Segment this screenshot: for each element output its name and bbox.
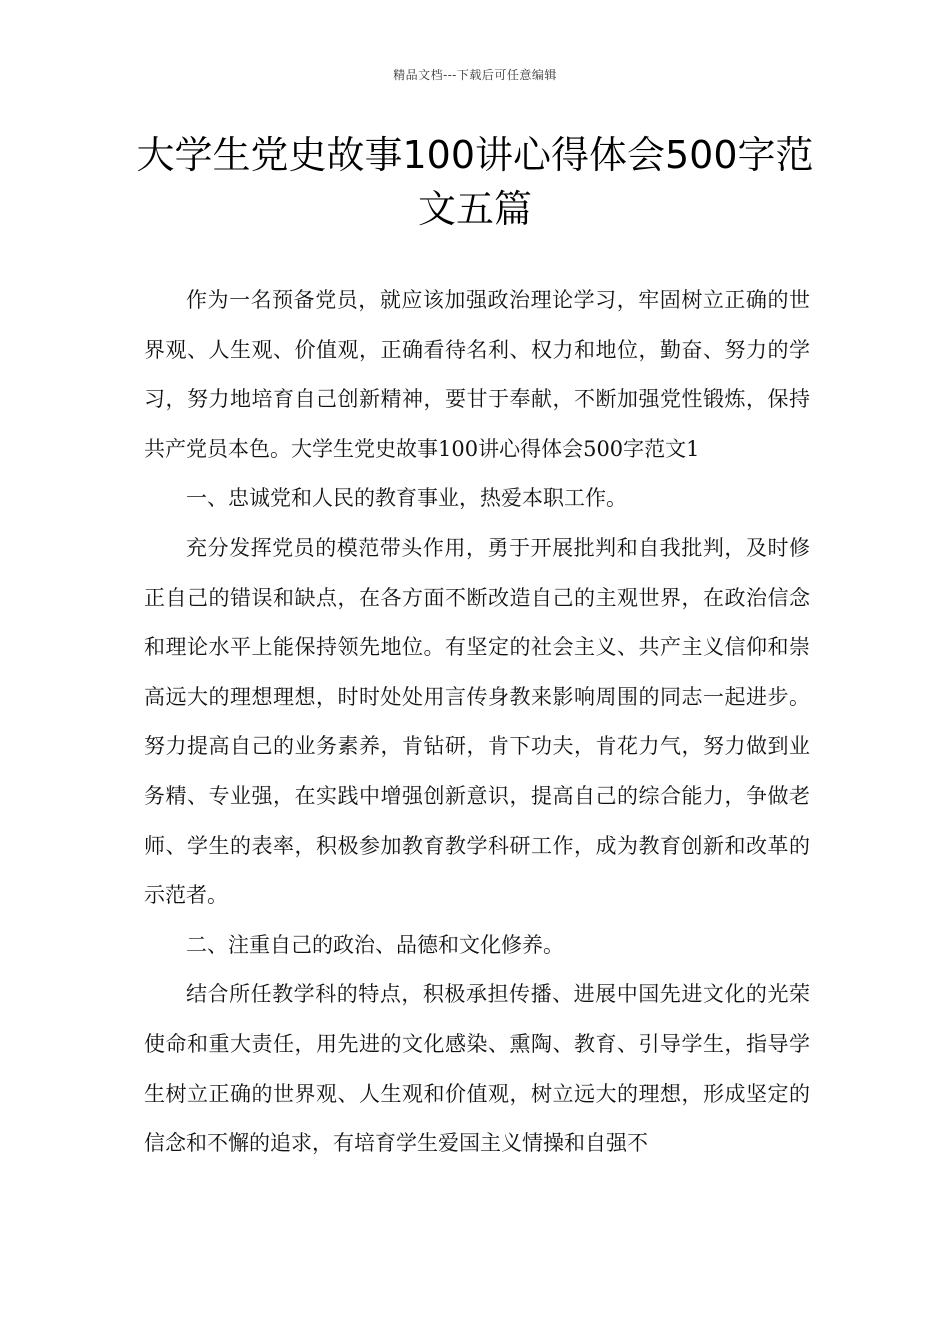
paragraph-intro: 作为一名预备党员，就应该加强政治理论学习，牢固树立正确的世界观、人生观、价值观，正确看待名利、权力和地位，勤奋、努力的学习，努力地培育自己创新精神，要甘于奉献，不断加强党性锻炼，保持共产党员本色。大学生党史故事100讲心得体会500字范文1 bbox=[144, 288, 810, 461]
section-heading-2: 二、注重自己的政治、品德和文化修养。 bbox=[186, 932, 564, 957]
document-body bbox=[144, 276, 810, 1169]
document-title: 大学生党史故事100讲心得体会500字范文五篇 bbox=[136, 133, 814, 231]
paragraph-section-1: 充分发挥党员的模范带头作用，勇于开展批判和自我批判，及时修正自己的错误和缺点，在各方面不断改造自己的主观世界，在政治信念和理论水平上能保持领先地位。有坚定的社会主义、共产主义信仰和崇高远大的理想理想，时时处处用言传身教来影响周围的同志一起进步。努力提高自己的业务素养，肯钻研，肯下功夫，肯花力气，努力做到业务精、专业强，在实践中增强创新意识，提高自己的综合能力，争做老师、学生的表率，积极参加教育教学科研工作，成为教育创新和改革的示范者。 bbox=[144, 535, 810, 908]
page-header: 精品文档---下载后可任意编辑 bbox=[393, 68, 557, 82]
paragraph-section-2: 结合所任教学科的特点，积极承担传播、进展中国先进文化的光荣使命和重大责任，用先进的文化感染、熏陶、教育、引导学生，指导学生树立正确的世界观、人生观和价值观，树立远大的理想，形成坚定的信念和不懈的追求，有培育学生爱国主义情操和自强不 bbox=[144, 982, 810, 1156]
section-heading-1: 一、忠诚党和人民的教育事业，热爱本职工作。 bbox=[186, 486, 627, 511]
